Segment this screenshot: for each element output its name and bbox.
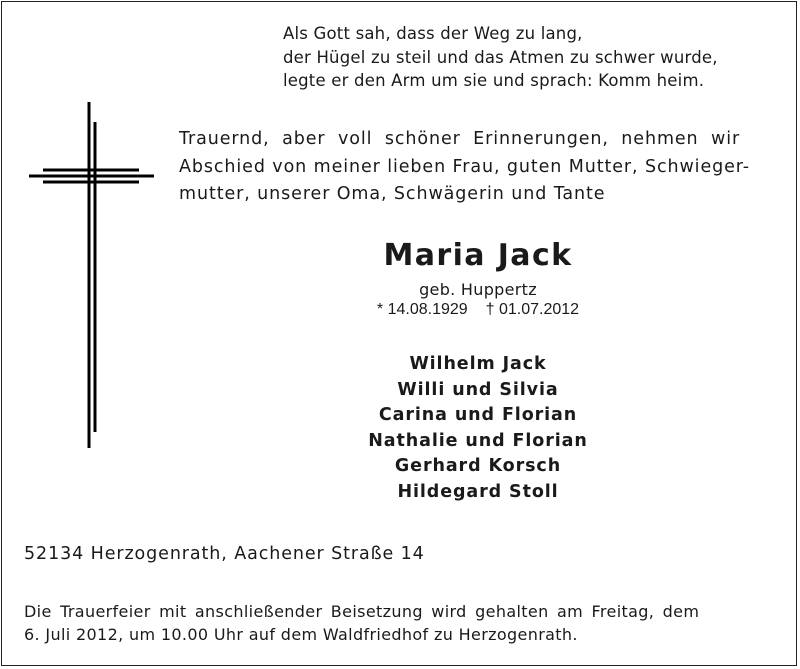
deceased-name: Maria Jack	[383, 238, 573, 273]
notice-line: 6. Juli 2012, um 10.00 Uhr auf dem Waldfriedhof zu Herzogenrath.	[24, 625, 578, 644]
mourner-name: Nathalie und Florian	[368, 430, 588, 451]
poem-line: Als Gott sah, dass der Weg zu lang,	[283, 24, 583, 43]
intro-line: Trauernd, aber voll schöner Erinnerungen, nehmen wir	[179, 129, 741, 149]
mourner-name: Willi und Silvia	[397, 379, 559, 400]
life-dates	[302, 300, 654, 320]
notice-frame	[1, 1, 797, 666]
funeral-notice	[24, 600, 777, 646]
poem-line: der Hügel zu steil und das Atmen zu schwer wurde,	[283, 47, 718, 67]
poem	[283, 22, 718, 93]
birth-name: geb. Huppertz	[419, 280, 537, 299]
birth-date: * 14.08.1929	[376, 301, 468, 318]
mourner-name: Gerhard Korsch	[394, 456, 562, 476]
address: 52134 Herzogenrath, Aachener Straße 14	[24, 544, 425, 564]
cross-icon	[29, 102, 154, 448]
notice-line: Die Trauerfeier mit anschließender Beisetzung wird gehalten am Freitag, dem	[24, 602, 700, 621]
mourner-name: Hildegard Stoll	[397, 481, 559, 502]
mourner-name: Carina und Florian	[378, 405, 578, 425]
poem-line: legte er den Arm um sie und sprach: Komm heim.	[283, 71, 705, 90]
mourner-name: Wilhelm Jack	[409, 354, 547, 374]
intro-line: Abschied von meiner lieben Frau, guten Mutter, Schwieger-	[179, 156, 750, 177]
death-date: † 01.07.2012	[485, 301, 580, 318]
mourners-list	[302, 352, 654, 505]
intro-text	[179, 126, 779, 209]
intro-line: mutter, unserer Oma, Schwägerin und Tante	[179, 184, 606, 204]
